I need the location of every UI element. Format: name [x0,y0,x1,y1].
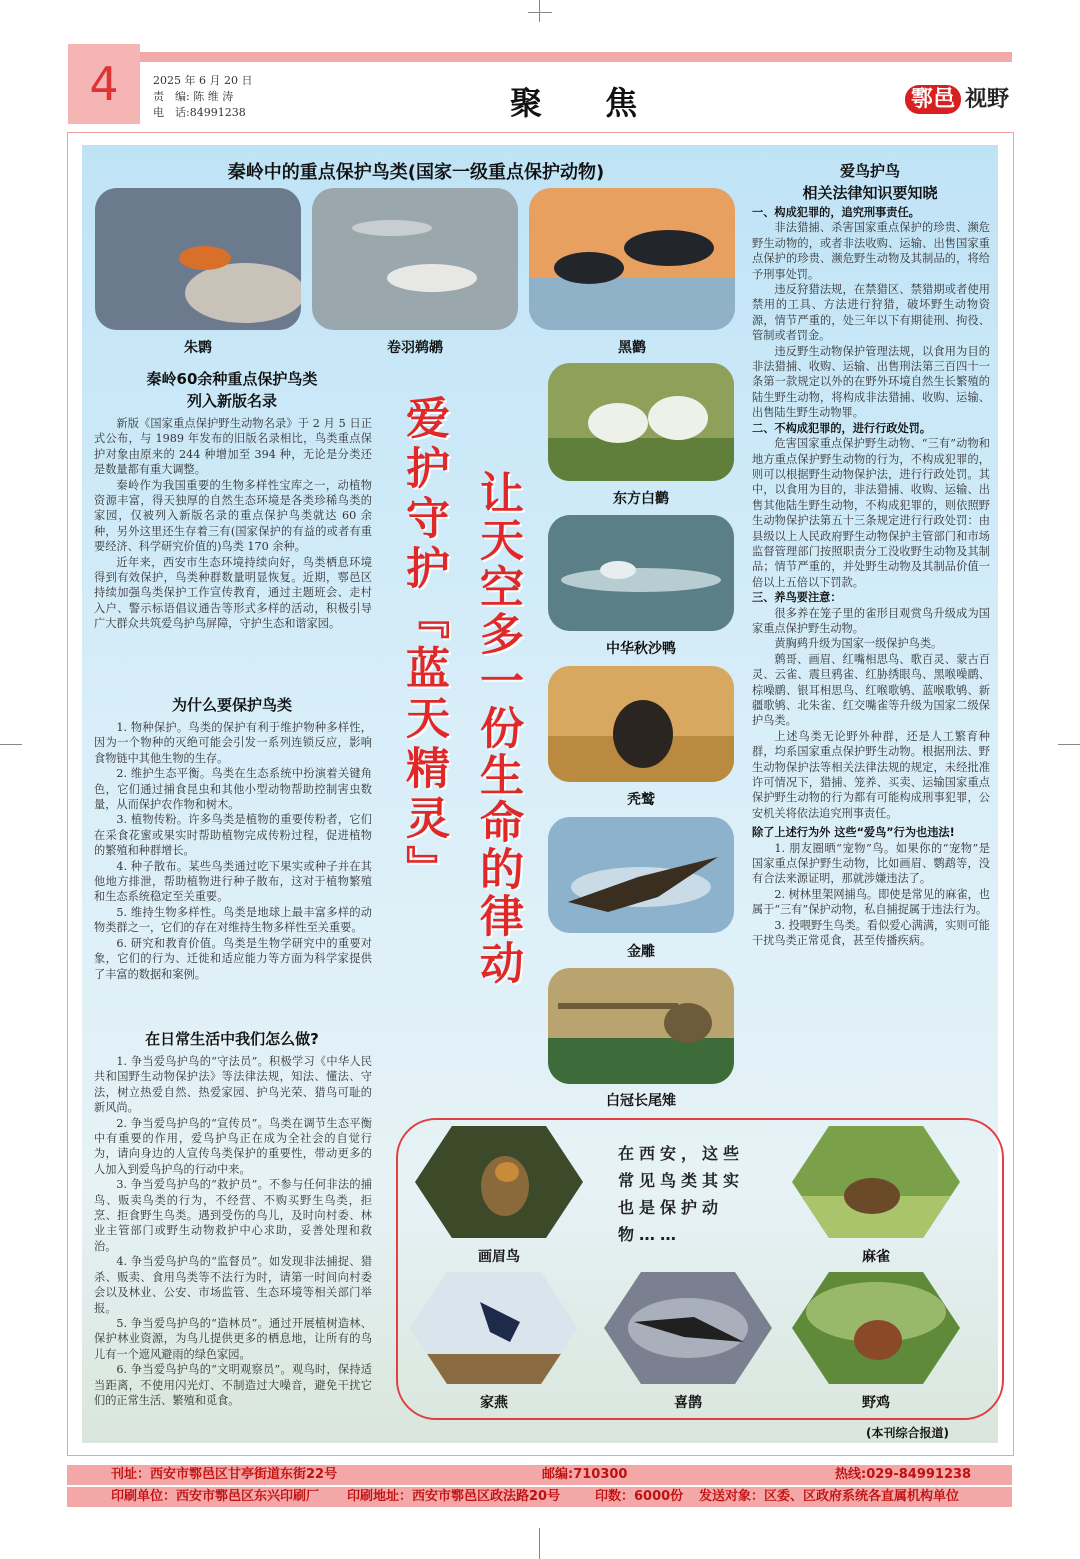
photo-shape [185,263,301,323]
crested-ibis-image [95,188,301,330]
caption-sparrow: 麻雀 [862,1249,890,1265]
photo-bird [854,1320,902,1360]
photo-crested-ibis [95,188,301,330]
paragraph: 1. 争当爱鸟护鸟的“守法员”。积极学习《中华人民共和国野生动物保护法》等法律法规，知法、懂法、守法，树立热爱自然、热爱家园、护鸟光荣、猎鸟可耻的新风尚。 [94,1055,372,1115]
right-sec-4: 除了上述行为外 这些“爱鸟”行为也违法! [752,826,955,840]
right-heading [752,160,988,204]
right-heading-line1: 爱鸟护鸟 [839,162,900,180]
footer-distribution: 发送对象：区委、区政府系统各直属机构单位 [699,1489,960,1504]
side-image [548,363,734,481]
vertical-title-2: 让天空多一份生命的律动 [472,470,523,987]
photo-bird [588,403,648,443]
footer-zip: 邮编:710300 [542,1467,628,1482]
brand-text: 视野 [965,87,1010,112]
right-sec-1: 一、构成犯罪的，追究刑事责任。 [752,206,920,219]
photo-oriental-stork [548,363,734,481]
crop-mark-bottom [539,1528,540,1559]
paragraph: 2. 争当爱鸟护鸟的“宣传员”。鸟类在调节生态平衡中有重要的作用，爱鸟护鸟正在成为全社会的自觉行为，请向身边的人宣传鸟类保护的重要性，带动更多的人加入到爱鸟护鸟的行动中来。 [94,1116,372,1176]
photo-dalmatian-pelican [312,188,518,330]
paragraph: 4. 争当爱鸟护鸟的“监督员”。如发现非法捕捉、猎杀、贩卖、食用鸟类等不法行为时，请第一时间向村委会以及林业、公安、市场监管、生态环境等相关部门举报。 [94,1255,372,1315]
brand-badge: 鄠邑 [905,85,961,114]
paragraph: 2. 树林里架网捕鸟。即使是常见的麻雀，也属于“三有”保护动物，私自捕捉属于违法行为。 [752,887,990,917]
paragraph: 5. 维持生物多样性。鸟类是地球上最丰富多样的动物类群之一，它们的存在对维持生物多样性至关重要。 [94,905,372,935]
footer-print-address: 印刷地址：西安市鄠邑区政法路20号 [347,1489,561,1504]
paragraph: 4. 种子散布。某些鸟类通过吃下果实或种子并在其他地方排泄，帮助植物进行种子散布，这对于植物繁殖和生态系统稳定至关重要。 [94,859,372,904]
photo-bird [648,396,708,440]
paragraph: 3. 争当爱鸟护鸟的“救护员”。不参与任何非法的捕鸟、贩卖鸟类的行为，不经营、不购买野生鸟类，拒烹、拒食野生鸟类。遇到受伤的鸟儿，及时向村委、林业主管部门或野生动物救护中心求助，妥善处理和救治。 [94,1178,372,1253]
photo-bird [844,1178,900,1214]
left-paras-3 [94,1054,372,1408]
paragraph: 新版《国家重点保护野生动物名录》于 2 月 5 日正式公布，与 1989 年发布的旧版名录相比，鸟类重点保护对象由原来的 244 种增加至 394 种，无论是分类还是数量都有重大调整。 [94,417,372,477]
photo-bird [387,264,477,292]
paragraph: 6. 争当爱鸟护鸟的“文明观察员”。观鸟时，保持适当距离，不使用闪光灯、不制造过大噪音，避免干扰它们的正常生活、繁殖和觅食。 [94,1363,372,1407]
side-image [548,817,734,933]
paragraph: 上述鸟类无论野外种群，还是人工繁育种群，均系国家重点保护野生动物。根据刑法、野生动物保护法等相关法律法规的规定，未经批准许可情况下，猎捕、笼养、买卖、运输国家重点保护野生动物的行为都有可能构成刑事犯罪，公安机关将依法追究刑事责任。 [752,729,990,820]
caption-magpie: 喜鹊 [674,1395,702,1411]
right-heading-line2: 相关法律知识要知晓 [802,184,938,202]
photo-head [495,1162,519,1182]
side-image [548,515,734,631]
paragraph: 非法猎捕、杀害国家重点保护的珍贵、濒危野生动物的，或者非法收购、运输、出售国家重点保护的珍贵、濒危野生动物及其制品的，将给予刑事处罚。 [752,221,990,281]
photo-bird [613,700,673,768]
crop-mark-left [0,744,22,745]
photo-black-stork [529,188,735,330]
paragraph: 1. 物种保护。鸟类的保护有利于维护物种多样性，因为一个物种的灭绝可能会引发一系列连锁反应，影响食物链中其他生物的生存。 [94,721,372,765]
footer-address: 刊址：西安市鄠邑区甘亭街道东街22号 [111,1467,338,1482]
left-heading-1 [96,368,368,412]
photo-tail [558,1003,678,1009]
photo-water [529,278,735,330]
issue-date: 2025 年 6 月 20 日 [153,74,253,87]
phone: 电 话:84991238 [153,106,246,119]
photo-bird [600,561,636,579]
paragraph: 很多养在笼子里的雀形目观赏鸟升级成为国家重点保护野生动物。 [752,606,990,635]
left-heading-1-line1: 秦岭60余种重点保护鸟类 [146,370,318,388]
footer-printer: 印刷单位：西安市鄠邑区东兴印刷厂 [111,1489,320,1504]
photo-grass [548,1038,734,1084]
paragraph: 3. 植物传粉。许多鸟类是植物的重要传粉者，它们在采食花蜜或果实时帮助植物完成传粉过程，促进植物的繁殖和种群增长。 [94,813,372,858]
paragraph: 秦岭作为我国重要的生物多样性宝库之一，动植物资源丰富，得天独厚的自然生态环境是各类珍稀鸟类的家园，仅被列入新版名录的重点保护鸟类就达 60 余种，另外这里还生存着三有(国家保护的有益的或者有重要经济、科学研究价值的)鸟类 170 余种。 [94,478,372,554]
section-title: 聚 焦 [510,84,664,122]
caption-crested-ibis: 朱鹮 [184,340,212,356]
footer-hotline: 热线:029-84991238 [835,1467,972,1482]
common-birds-intro: 在西安，这些常见鸟类其实也是保护动物…… [618,1144,745,1244]
photo-bird [624,230,714,266]
side-image [548,968,734,1084]
caption-swallow: 家燕 [480,1395,508,1411]
paragraph: 2. 维护生态平衡。鸟类在生态系统中扮演着关键角色，它们通过捕食昆虫和其他小型动物帮助控制害虫数量，从而保护农作物和树木。 [94,767,372,812]
photo-bird [179,246,231,270]
footer-row-2 [67,1487,1012,1507]
paragraph: 近年来，西安市生态环境持续向好，鸟类栖息环境得到有效保护，鸟类种群数量明显恢复。近期，鄠邑区持续加强鸟类保护工作宣传教育，通过主题班会、走村入户、警示标语倡议通告等形式多样的活动，积极引导广大群众共筑爱鸟护鸟屏障，守护生态和谐家园。 [94,555,372,631]
left-paras-2 [94,720,372,982]
editor: 责 编: 陈 维 涛 [153,90,234,103]
header-bar [140,52,1012,62]
paragraph: 危害国家重点保护野生动物、“三有”动物和地方重点保护野生动物的行为，不构成犯罪的，则可以根据野生动物保护法，进行行政处罚。其中，以食用为目的，非法猎捕、收购、运输、出售其他陆生野生动物，不构成犯罪的，则依照野生动物保护法第五十三条规定进行行政处罚：由县级以上人民政府野生动物保护主管部门和市场监督管理部门按照职责分工没收野生动物及其制品；情节严重的，并处野生动物及其制品价值一倍以上五倍以下罚款。 [752,437,990,589]
photo-splash [561,568,721,592]
photo-scaly-merganser [548,515,734,631]
page-number: 4 [68,44,140,124]
crop-mark-top-h [528,12,552,13]
top-title: 秦岭中的重点保护鸟类(国家一级重点保护动物) [227,162,605,183]
photo-bg [312,188,518,330]
crop-mark-right [1058,744,1080,745]
right-sec-3: 三、养鸟要注意： [752,591,842,605]
left-heading-2: 为什么要保护鸟类 [171,696,292,714]
caption-reeves-pheasant: 白冠长尾雉 [606,1093,676,1109]
caption-golden-eagle: 金雕 [627,944,655,960]
paragraph: 6. 研究和教育价值。鸟类是生物学研究中的重要对象，它们的行为、迁徙和适应能力等方面为科学家提供了丰富的数据和案例。 [94,936,372,981]
photo-golden-eagle [548,817,734,933]
paragraph: 黄胸鹀升级为国家一级保护鸟类。 [774,637,943,651]
caption-oriental-stork: 东方白鹳 [613,491,669,507]
photo-bird [352,220,432,236]
caption-black-stork: 黑鹳 [618,340,646,356]
left-heading-3: 在日常生活中我们怎么做? [145,1030,319,1048]
photo-reeves-pheasant [548,968,734,1084]
right-sec-2: 二、不构成犯罪的，进行行政处罚。 [752,421,932,435]
pelican-image [312,188,518,330]
caption-hwamei: 画眉鸟 [478,1249,520,1265]
paragraph: 1. 朋友圈晒“宠物”鸟。如果你的“宠物”是国家重点保护野生动物，比如画眉、鹦鹉等，没有合法来源证明，那就涉嫌违法了。 [752,841,990,886]
black-stork-image [529,188,735,330]
credit-line: (本刊综合报道) [866,1426,949,1440]
paragraph: 3. 投喂野生鸟类。看似爱心满满，实则可能干扰鸟类正常觅食，甚至传播疾病。 [752,918,990,948]
footer-copies: 印数：6000份 [595,1489,684,1504]
side-image [548,666,734,782]
crop-mark-top [539,0,540,22]
caption-pheasant: 野鸡 [862,1395,890,1411]
footer-row-1 [67,1465,1012,1485]
left-heading-1-line2: 列入新版名录 [186,392,277,410]
left-paras-1 [94,416,372,632]
photo-ground [548,438,734,481]
photo-cinereous-vulture [548,666,734,782]
paragraph: 5. 争当爱鸟护鸟的“造林员”。通过开展植树造林、保护林业资源，为鸟儿提供更多的栖息地，让所有的鸟儿有一个遮风避雨的绿色家园。 [94,1316,372,1361]
photo-bird [554,252,624,284]
caption-vulture: 秃鹫 [627,792,655,808]
vertical-title-1: 爱护守护『蓝天精灵』 [398,395,449,895]
caption-scaly-merganser: 中华秋沙鸭 [606,641,676,657]
paragraph: 违反狩猎法规，在禁猎区、禁猎期或者使用禁用的工具、方法进行狩猎，破坏野生动物资源，情节严重的，处三年以下有期徒刑、拘役、管制或者罚金。 [752,283,990,343]
right-body [752,205,990,949]
paragraph: 鹩哥、画眉、红嘴相思鸟、歌百灵、蒙古百灵、云雀、震旦鸦雀、红胁绣眼鸟、黑喉噪鹛、棕噪鹛、银耳相思鸟、红喉歌鸲、蓝喉歌鸲、新疆歌鸲、北朱雀、红交嘴雀等升级为国家二级保护鸟类。 [752,652,990,728]
paragraph: 违反野生动物保护管理法规，以食用为目的非法猎捕、收购、运输、出售刑法第三百四十一条第一款规定以外的在野外环境自然生长繁殖的陆生野生动物，将构成非法猎捕、收购、运输、出售陆生野生动物罪。 [752,344,990,420]
brand-logo [905,82,1009,113]
caption-pelican: 卷羽鹈鹕 [387,340,443,356]
